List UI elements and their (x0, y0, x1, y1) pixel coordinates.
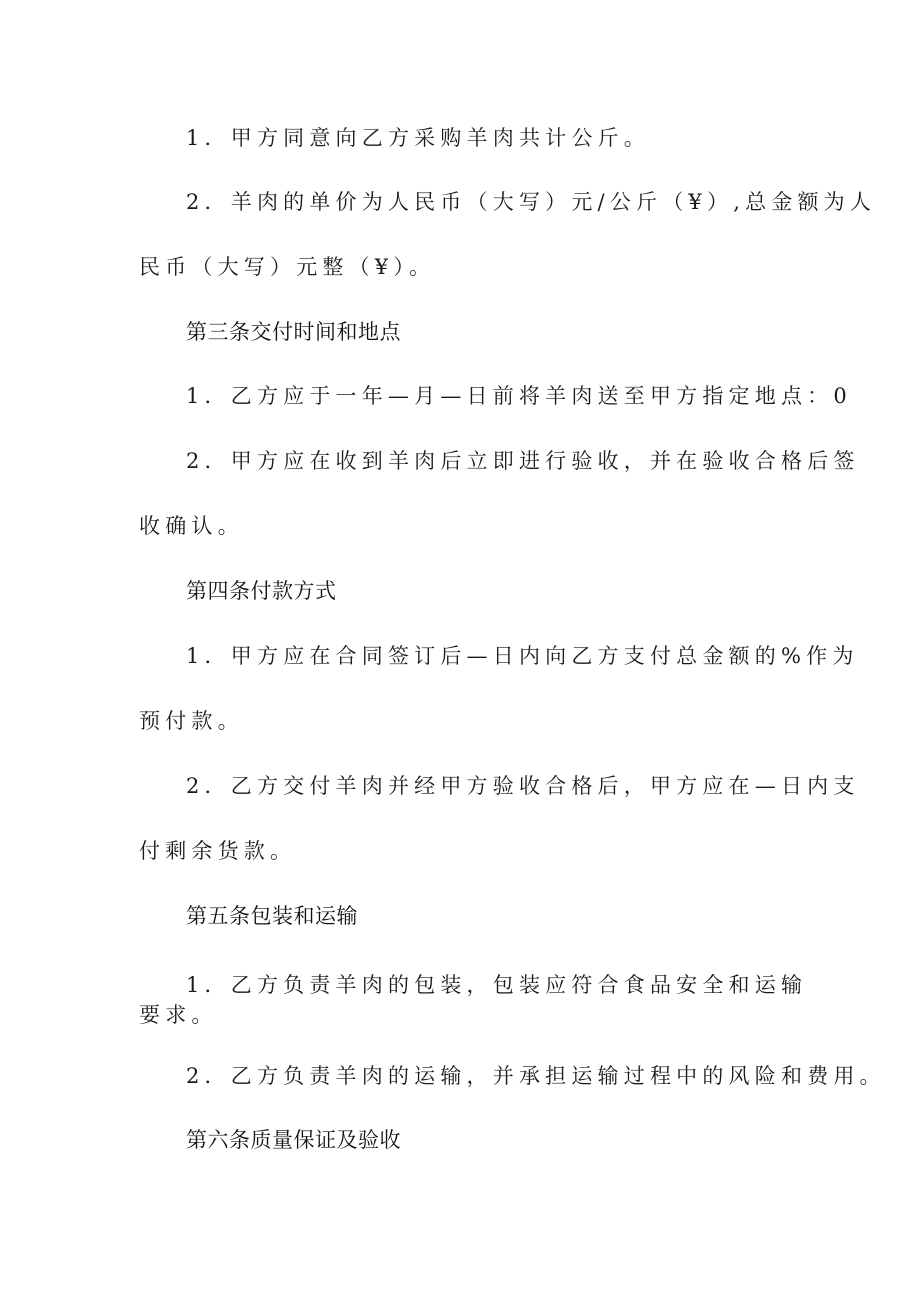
clause-4-item-2-line-2: 付剩余货款。 (139, 839, 297, 863)
clause-4-item-1-line-1: 1．甲方应在合同签订后—日内向乙方支付总金额的%作为 (186, 644, 859, 668)
clause-5-item-1-line-1: 1．乙方负责羊肉的包装，包装应符合食品安全和运输 (186, 973, 808, 997)
clause-3-item-1: 1．乙方应于一年—月—日前将羊肉送至甲方指定地点：0 (186, 384, 852, 408)
section-6-heading: 第六条质量保证及验收 (186, 1128, 401, 1152)
clause-3-item-2-line-2: 收确认。 (139, 514, 244, 538)
clause-2-item-2-line-2: 民币（大写）元整（¥）。 (139, 255, 436, 279)
section-4-heading: 第四条付款方式 (186, 579, 337, 603)
clause-3-item-2-line-1: 2．甲方应在收到羊肉后立即进行验收，并在验收合格后签 (186, 449, 860, 473)
clause-2-item-1: 1．甲方同意向乙方采购羊肉共计公斤。 (186, 126, 650, 150)
clause-2-item-2-line-1: 2．羊肉的单价为人民币（大写）元/公斤（¥）,总金额为人 (186, 190, 877, 214)
clause-5-item-1-line-2: 要求。 (139, 1003, 218, 1027)
clause-4-item-2-line-1: 2．乙方交付羊肉并经甲方验收合格后，甲方应在—日内支 (186, 774, 860, 798)
section-3-heading: 第三条交付时间和地点 (186, 320, 401, 344)
clause-4-item-1-line-2: 预付款。 (139, 709, 244, 733)
section-5-heading: 第五条包装和运输 (186, 904, 358, 928)
clause-5-item-2: 2．乙方负责羊肉的运输，并承担运输过程中的风险和费用。 (186, 1064, 886, 1088)
